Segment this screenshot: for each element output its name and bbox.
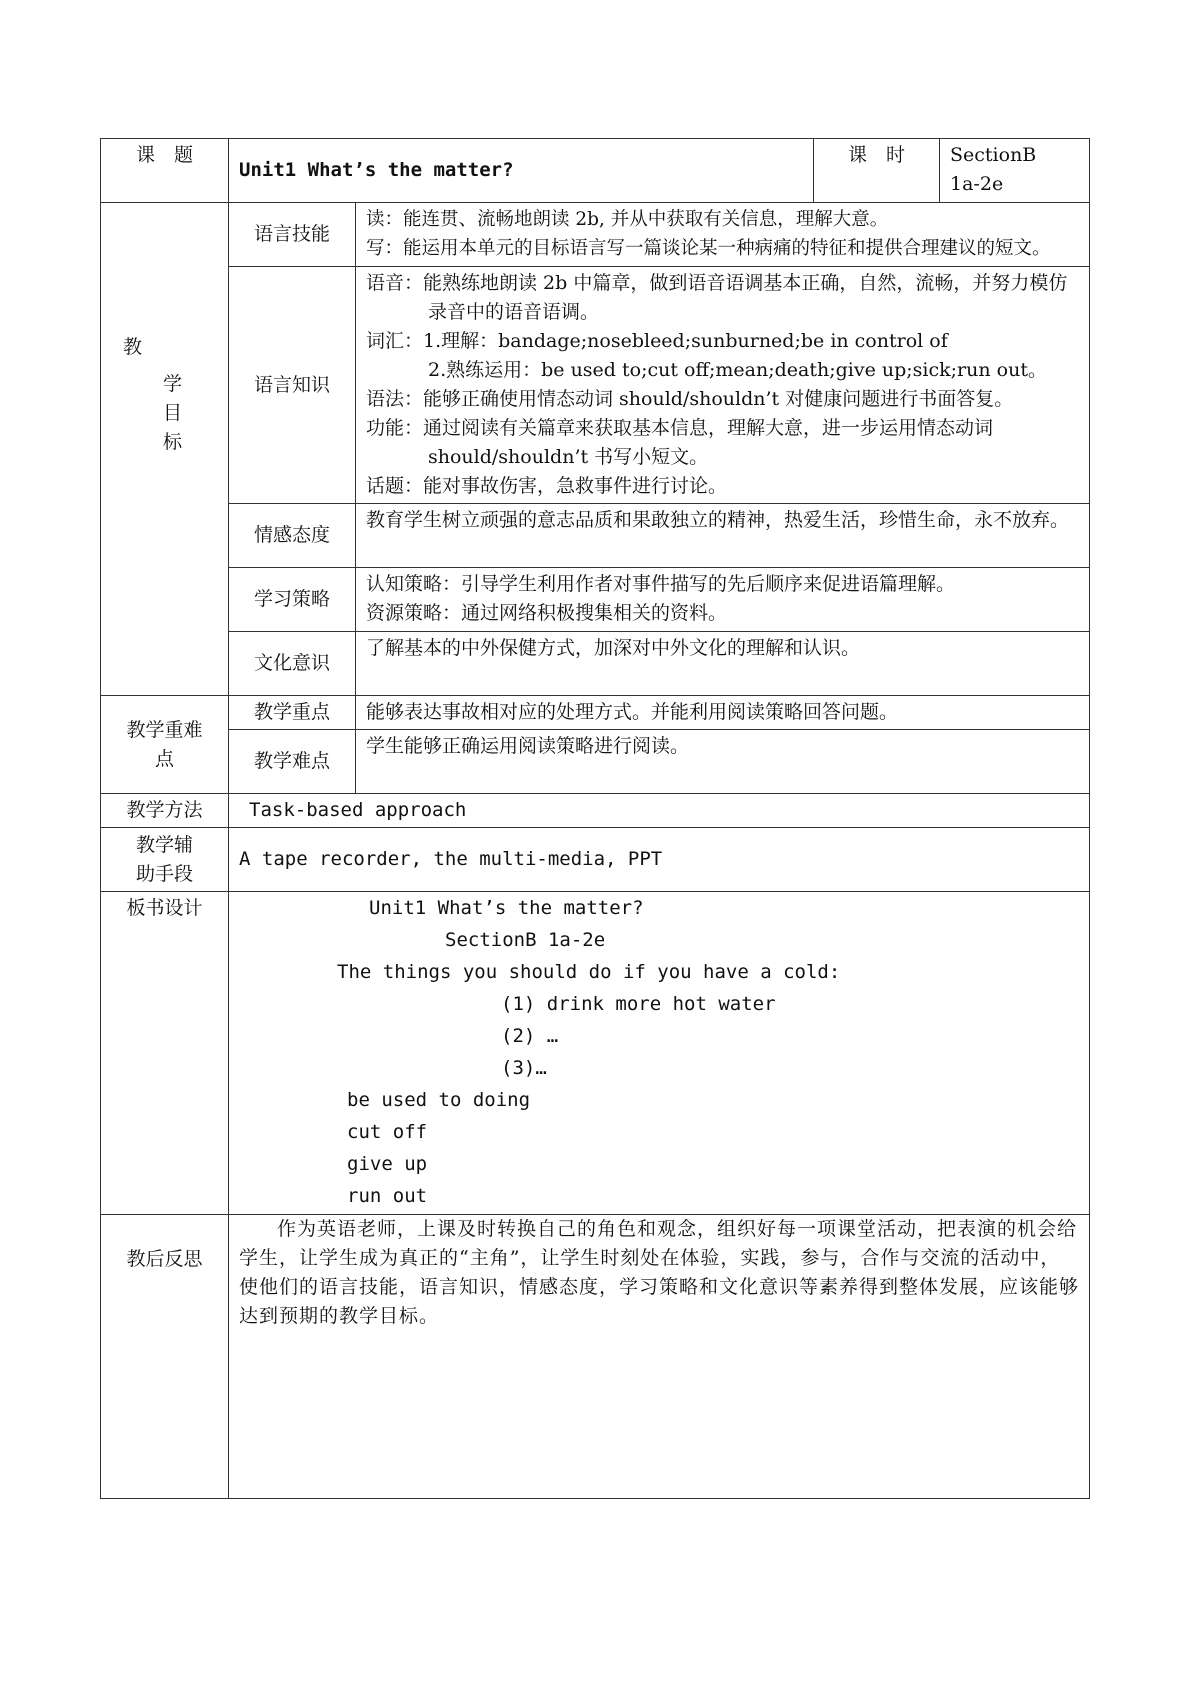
attitude-content: 教育学生树立顽强的意志品质和果敢独立的精神，热爱生活，珍惜生命，永不放弃。 xyxy=(356,504,1090,568)
key-points-label: 教学重难点 xyxy=(101,696,229,794)
lesson-plan-table xyxy=(100,138,1090,1499)
board-subtitle: SectionB 1a-2e xyxy=(445,929,606,951)
topic-label: 课 题 xyxy=(101,139,229,203)
method-label: 教学方法 xyxy=(101,794,229,828)
knowledge-phonetics: 语音：能熟练地朗读 2b 中篇章，做到语音语调基本正确，自然，流畅，并努力模仿录音中的语音语调。 xyxy=(366,272,1068,323)
objectives-label xyxy=(101,203,229,696)
knowledge-label: 语言知识 xyxy=(229,267,356,504)
attitude-row xyxy=(101,504,1090,568)
knowledge-vocab-2: 2.熟练运用：be used to;cut off;mean;death;give up;sick;run out。 xyxy=(428,359,1047,381)
period-label: 课 时 xyxy=(814,139,940,203)
objectives-char-3: 目 xyxy=(163,402,183,424)
board-phrase-2: cut off xyxy=(347,1121,428,1143)
board-title: Unit1 What’s the matter? xyxy=(369,897,644,919)
knowledge-topic: 话题：能对事故伤害，急救事件进行讨论。 xyxy=(366,475,728,497)
culture-content: 了解基本的中外保健方式，加深对中外文化的理解和认识。 xyxy=(356,632,1090,696)
difficulty-content: 学生能够正确运用阅读策略进行阅读。 xyxy=(356,730,1090,794)
strategy-content xyxy=(356,568,1090,632)
reflection-label: 教后反思 xyxy=(101,1215,229,1499)
knowledge-row xyxy=(101,267,1090,504)
method-content: Task-based approach xyxy=(229,794,1090,828)
board-phrase-1: be used to doing xyxy=(347,1089,531,1111)
culture-label: 文化意识 xyxy=(229,632,356,696)
reflection-content: 作为英语老师，上课及时转换自己的角色和观念，组织好每一项课堂活动，把表演的机会给学生，让学生成为真正的“主角”，让学生时刻处在体验，实践，参与，合作与交流的活动中，使他们的语言技能，语言知识，情感态度，学习策略和文化意识等素养得到整体发展，应该能够达到预期的教学目标。 xyxy=(229,1215,1090,1499)
board-label: 板书设计 xyxy=(101,892,229,1215)
topic-value: Unit1 What’s the matter? xyxy=(229,139,814,203)
knowledge-grammar: 语法：能够正确使用情态动词 should/shouldn’t 对健康问题进行书面答复。 xyxy=(366,388,1014,410)
board-phrase-3: give up xyxy=(347,1153,428,1175)
period-value-line2: 1a-2e xyxy=(950,173,1004,195)
board-intro: The things you should do if you have a cold: xyxy=(337,961,841,983)
strategy-resource: 资源策略：通过网络积极搜集相关的资料。 xyxy=(366,602,728,624)
focus-label: 教学重点 xyxy=(229,696,356,730)
attitude-label: 情感态度 xyxy=(229,504,356,568)
skills-label: 语言技能 xyxy=(229,203,356,267)
aids-label: 教学辅助手段 xyxy=(101,828,229,892)
skills-row xyxy=(101,203,1090,267)
knowledge-function: 功能：通过阅读有关篇章来获取基本信息，理解大意，进一步运用情态动词 should/shouldn’t 书写小短文。 xyxy=(366,417,994,468)
objectives-char-2: 学 xyxy=(163,373,183,395)
skills-writing: 写：能运用本单元的目标语言写一篇谈论某一种病痛的特征和提供合理建议的短文。 xyxy=(366,238,1051,259)
difficulty-label: 教学难点 xyxy=(229,730,356,794)
board-item-2: (2) … xyxy=(501,1025,559,1047)
aids-content: A tape recorder, the multi-media, PPT xyxy=(229,828,1090,892)
knowledge-content xyxy=(356,267,1090,504)
strategy-cognitive: 认知策略：引导学生利用作者对事件描写的先后顺序来促进语篇理解。 xyxy=(366,573,956,595)
focus-content: 能够表达事故相对应的处理方式。并能利用阅读策略回答问题。 xyxy=(356,696,1090,730)
header-row xyxy=(101,139,1090,203)
reflection-row xyxy=(101,1215,1090,1499)
culture-row xyxy=(101,632,1090,696)
board-item-1: (1) drink more hot water xyxy=(501,993,776,1015)
board-item-3: (3)… xyxy=(501,1057,547,1079)
board-phrase-4: run out xyxy=(347,1185,428,1207)
period-value-line1: SectionB xyxy=(950,144,1037,166)
objectives-char-4: 标 xyxy=(163,431,183,453)
board-row xyxy=(101,892,1090,1215)
aids-row xyxy=(101,828,1090,892)
skills-reading: 读：能连贯、流畅地朗读 2b, 并从中获取有关信息，理解大意。 xyxy=(366,209,889,230)
period-value xyxy=(940,139,1090,203)
strategy-label: 学习策略 xyxy=(229,568,356,632)
strategy-row xyxy=(101,568,1090,632)
difficulty-row xyxy=(101,730,1090,794)
focus-row xyxy=(101,696,1090,730)
board-content xyxy=(229,892,1090,1215)
method-row xyxy=(101,794,1090,828)
objectives-char-1: 教 xyxy=(123,336,143,358)
knowledge-vocab-1: 词汇：1.理解：bandage;nosebleed;sunburned;be in control of xyxy=(366,330,948,352)
skills-content xyxy=(356,203,1090,267)
